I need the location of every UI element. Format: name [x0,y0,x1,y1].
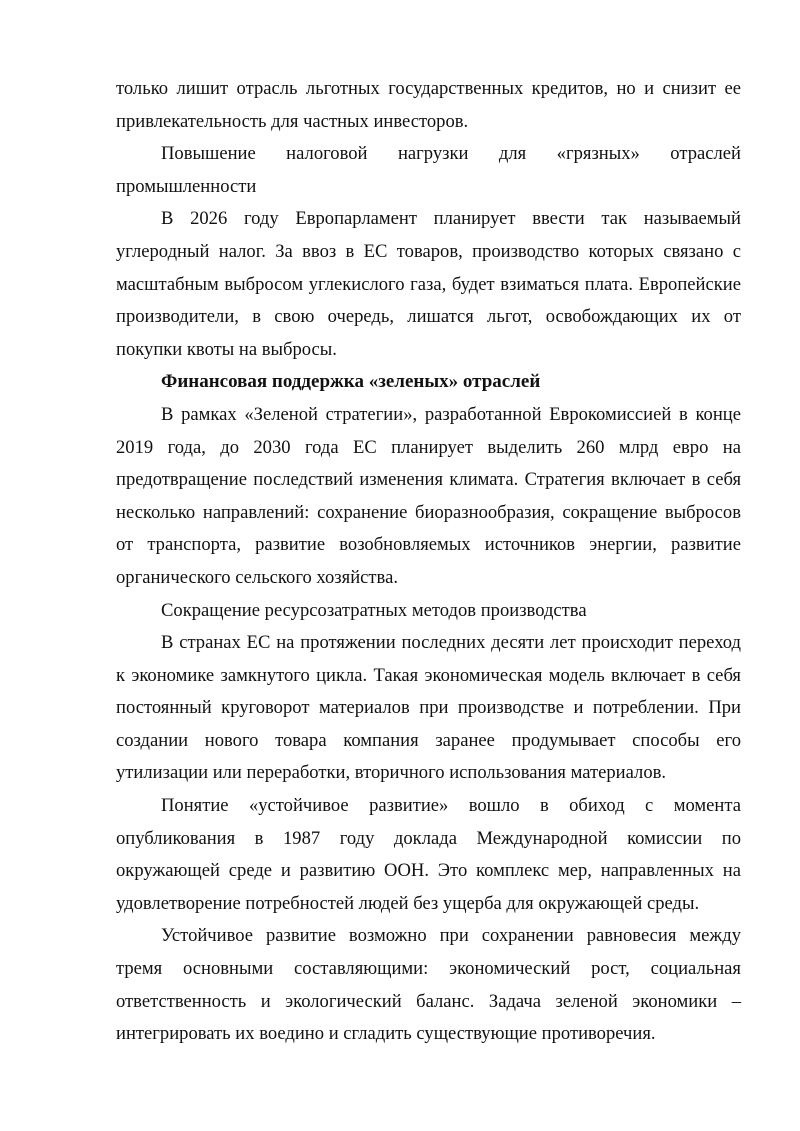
paragraph-circular-economy: В странах ЕС на протяжении последних десяти лет происходит переход к экономике замкнутого цикла. Такая экономическая модель включает в себя постоянный круговорот материалов при производстве и потреблении. При создании нового товара компания заранее продумывает способы его утилизации или переработки, вторичного использования материалов. [116,632,741,784]
paragraph-tax-burden-title: Повышение налоговой нагрузки для «грязных» отраслей промышленности [116,143,741,197]
paragraph-sustainable-development-concept: Понятие «устойчивое развитие» вошло в обиход с момента опубликования в 1987 году доклада Международной комиссии по окружающей среде и развитию ООН. Это комплекс мер, направленных на удовлетворение потребностей людей без ущерба для окружающей среды. [116,795,741,914]
section-heading: Финансовая поддержка «зеленых» отраслей [161,371,541,393]
paragraph-resource-reduction-title: Сокращение ресурсозатратных методов производства [161,599,587,621]
paragraph-carbon-tax: В 2026 году Европарламент планирует ввести так называемый углеродный налог. За ввоз в ЕС товаров, производство которых связано с масштабным выбросом углекислого газа, будет взиматься плата. Европейские производители, в свою очередь, лишатся льгот, освобождающих их от покупки квоты на выбросы. [116,208,741,360]
paragraph-sustainable-balance: Устойчивое развитие возможно при сохранении равновесия между тремя основными составляющими: экономический рост, социальная ответственность и экологический баланс. Задача зеленой экономики – интегрировать их воедино и сгладить существующие противоречия. [116,925,741,1045]
paragraph-continuation: только лишит отрасль льготных государственных кредитов, но и снизит ее привлекательность для частных инвесторов. [116,78,741,132]
paragraph-green-strategy: В рамках «Зеленой стратегии», разработанной Еврокомиссией в конце 2019 года, до 2030 года ЕС планирует выделить 260 млрд евро на предотвращение последствий изменения климата. Стратегия включает в себя несколько направлений: сохранение биоразнообразия, сокращение выбросов от транспорта, развитие возобновляемых источников энергии, развитие органического сельского хозяйства. [116,403,741,588]
